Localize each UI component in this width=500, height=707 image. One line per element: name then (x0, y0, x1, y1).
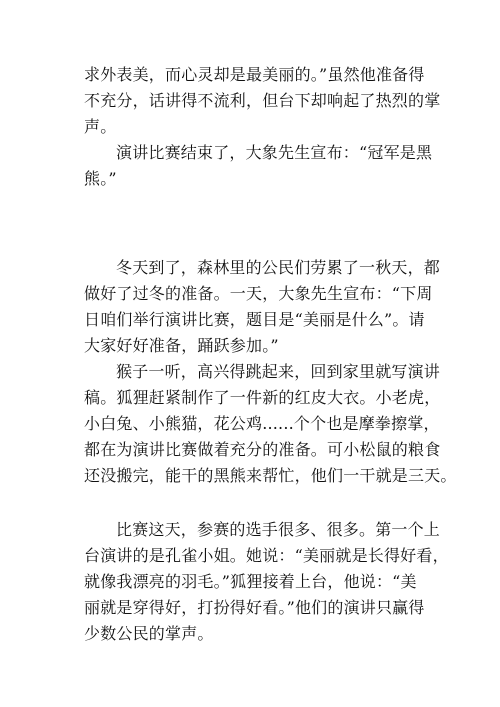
text-line: 少数公民的掌声。 (84, 624, 214, 643)
text-line: 大家好好准备，踊跃参加。” (84, 336, 279, 355)
text-line: 都在为演讲比赛做着充分的准备。可小松鼠的粮食 (84, 440, 441, 459)
text-line: 不充分，话讲得不流利，但台下却响起了热烈的掌 (84, 91, 441, 110)
paragraph-competition-day (84, 517, 449, 647)
text-line: 比赛这天，参赛的选手很多、很多。第一个上 (116, 520, 441, 539)
text-line: 做好了过冬的准备。一天，大象先生宣布：“下周 (84, 284, 433, 303)
text-line: 猴子一听，高兴得跳起来，回到家里就写演讲 (116, 362, 441, 381)
text-line: 求外表美，而心灵却是最美丽的。”虽然他准备得 (84, 65, 425, 84)
paragraph-continuation (84, 62, 441, 140)
paragraph-preparations (84, 359, 457, 489)
text-line: 日咱们举行演讲比赛，题目是“美丽是什么”。请 (84, 310, 425, 329)
text-line: 台演讲的是孔雀小姐。她说：“美丽就是长得好看， (84, 546, 449, 565)
text-line: 熊。” (84, 169, 117, 188)
text-line: 小白兔、小熊猫，花公鸡......个个也是摩拳擦掌， (84, 414, 440, 433)
text-line: 就像我漂亮的羽毛。”狐狸接着上台，他说：“美 (84, 572, 417, 591)
text-line: 稿。狐狸赶紧制作了一件新的红皮大衣。小老虎， (84, 388, 441, 407)
paragraph-winter-announcement (84, 255, 441, 359)
text-line: 丽就是穿得好，打扮得好看。”他们的演讲只赢得 (84, 598, 425, 617)
paragraph-champion-announcement (84, 140, 434, 192)
text-line: 声。 (84, 117, 117, 136)
text-line: 还没搬完，能干的黑熊来帮忙，他们一干就是三天。 (84, 466, 457, 485)
text-line: 演讲比赛结束了，大象先生宣布：“冠军是黑 (116, 143, 433, 162)
text-line: 冬天到了，森林里的公民们劳累了一秋天，都 (116, 258, 441, 277)
